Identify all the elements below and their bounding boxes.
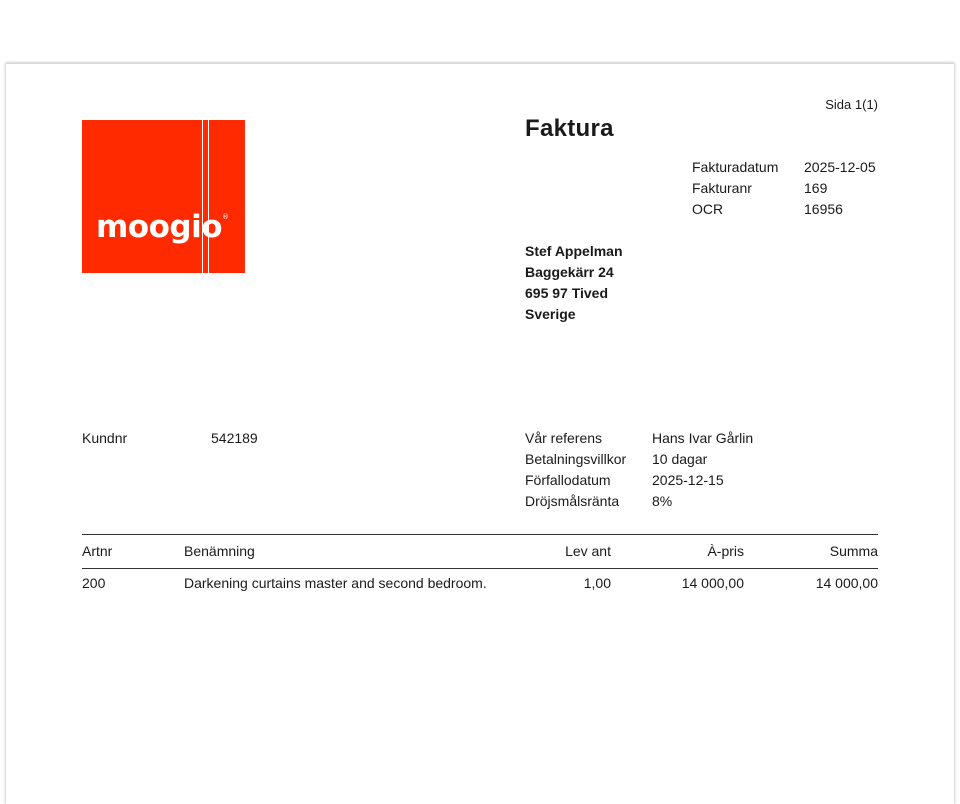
late-interest-value: 8%: [652, 493, 673, 509]
due-date-label: Förfallodatum: [525, 472, 611, 488]
customer-number-label: Kundnr: [82, 430, 128, 446]
customer-number-value: 542189: [211, 430, 258, 446]
logo-text: moogio: [96, 209, 223, 245]
invoice-title: Faktura: [525, 115, 614, 142]
invoice-number-value: 169: [804, 180, 828, 196]
recipient-postal: 695 97 Tived: [525, 285, 609, 301]
registered-mark: ®: [222, 213, 229, 221]
table-header-rule: [82, 568, 878, 569]
payment-terms-label: Betalningsvillkor: [525, 451, 627, 467]
ocr-value: 16956: [804, 201, 843, 217]
invoice-meta-labels: [692, 157, 778, 220]
header-a-pris: À-pris: [707, 543, 744, 559]
recipient-name: Stef Appelman: [525, 243, 623, 259]
logo-wordmark: [96, 200, 229, 244]
header-summa: Summa: [829, 543, 878, 559]
reference-labels: [525, 428, 626, 512]
logo-stripe: [208, 120, 209, 273]
late-interest-label: Dröjsmålsränta: [525, 493, 620, 509]
row-summa: 14 000,00: [815, 575, 878, 591]
due-date-value: 2025-12-15: [652, 472, 724, 488]
ocr-label: OCR: [692, 201, 724, 217]
recipient-address: [525, 241, 623, 325]
header-artnr: Artnr: [82, 543, 113, 559]
header-lev-ant: Lev ant: [565, 543, 611, 559]
our-reference-value: Hans Ivar Gårlin: [652, 430, 754, 446]
page-number: Sida 1(1): [825, 97, 878, 112]
row-a-pris: 14 000,00: [681, 575, 744, 591]
payment-terms-value: 10 dagar: [652, 451, 708, 467]
row-artnr: 200: [82, 575, 106, 591]
recipient-country: Sverige: [525, 306, 576, 322]
reference-values: [652, 428, 753, 512]
table-top-rule: [82, 534, 878, 535]
invoice-date-value: 2025-12-05: [804, 159, 876, 175]
recipient-street: Baggekärr 24: [525, 264, 614, 280]
row-benamning: Darkening curtains master and second bedroom.: [184, 575, 487, 591]
invoice-date-label: Fakturadatum: [692, 159, 779, 175]
company-logo: [82, 120, 245, 273]
invoice-number-label: Fakturanr: [692, 180, 752, 196]
header-benamning: Benämning: [184, 543, 255, 559]
logo-stripe: [202, 120, 203, 273]
our-reference-label: Vår referens: [525, 430, 603, 446]
row-lev-ant: 1,00: [583, 575, 611, 591]
invoice-page: [6, 63, 954, 804]
invoice-meta-values: [804, 157, 876, 220]
